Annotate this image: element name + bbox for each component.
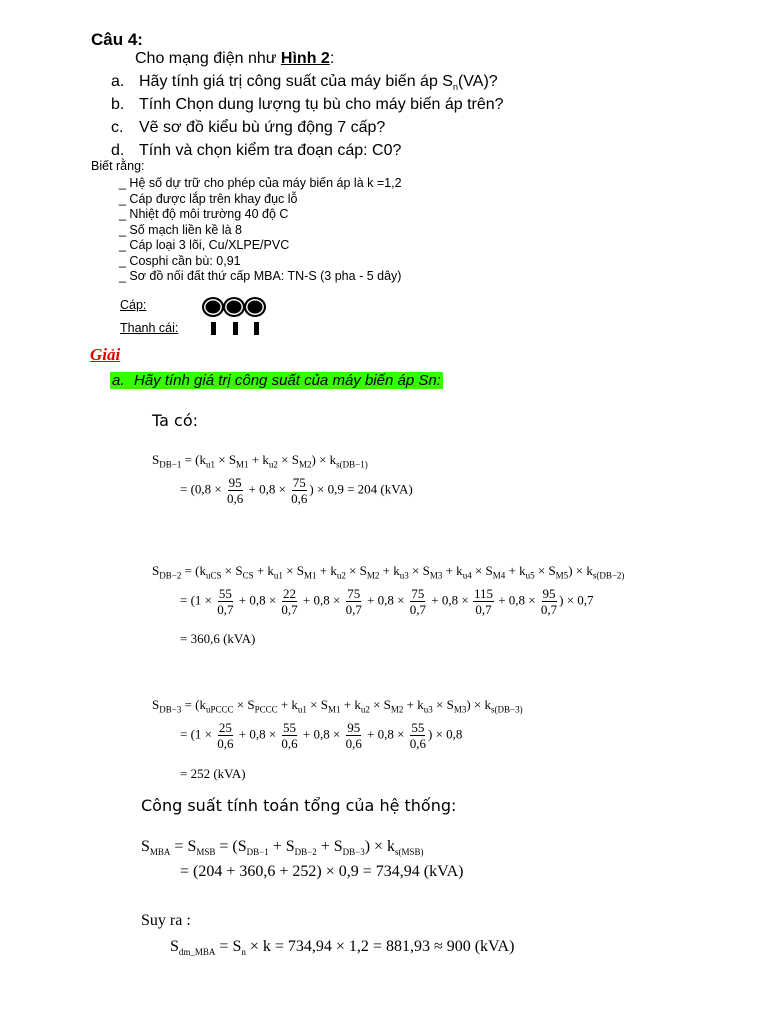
busbar-icon <box>211 322 216 335</box>
given-item: _ Cáp loại 3 lõi, Cu/XLPE/PVC <box>119 238 290 252</box>
solution-part-a-heading: a. Hãy tính giá trị công suất của máy biến áp Sn: <box>112 372 441 389</box>
equation-db2-line2: = (1 × $\frac{55}{0,7}$ + 0,8 × $\frac{22}{0,7}$ + 0,8 × $\frac{75}{0,7}$ + 0,8 × $\frac{75}{0,7}$ + 0,8 × $\frac{115}{0,7}$ + 0,8 × $\frac{95}{0,7}$ ) × 0,7 <box>180 586 594 617</box>
question-item-d: d. Tính và chọn kiểm tra đoạn cáp: C0? <box>111 142 402 159</box>
cable-core-icon <box>223 297 245 317</box>
cable-label: Cáp: <box>120 298 147 312</box>
equation-db3-line2: = (1 × $\frac{25}{0,6}$ + 0,8 × $\frac{55}{0,6}$ + 0,8 × $\frac{95}{0,6}$ + 0,8 × $\frac{55}{0,6}$ ) × 0,8 <box>180 720 463 751</box>
equation-db2-result: = 360,6 (kVA) <box>180 631 256 646</box>
total-heading: Công suất tính toán tổng của hệ thống: <box>141 796 457 815</box>
given-item: _ Sơ đồ nối đất thứ cấp MBA: TN-S (3 pha - 5 dây) <box>119 269 402 283</box>
suy-ra-label: Suy ra : <box>141 912 191 929</box>
given-item: _ Cosphi cần bù: 0,91 <box>119 254 241 268</box>
equation-mba-line1: $S_{MBA} = S_{MSB} = (S_{DB-1} + S_{DB-2} + S_{DB-3}) \times k_{s(MSB)}$ <box>141 838 424 858</box>
cable-core-icon <box>244 297 266 317</box>
equation-db1-line2: = (0,8 × $\frac{95}{0,6}$ + 0,8 × $\frac{75}{0,6}$ ) × 0,9 = 204 (kVA) <box>180 475 413 506</box>
solution-title: Giải <box>90 345 121 364</box>
given-item: _ Nhiệt độ môi trường 40 độ C <box>119 207 289 221</box>
given-item: _ Số mạch liền kề là 8 <box>119 223 242 237</box>
question-item-b: b. Tính Chọn dung lượng tụ bù cho máy biến áp trên? <box>111 96 504 113</box>
equation-final: $S_{dm\_MBA} = S_n \times k = 734,94 \times 1,2 = 881,93 \approx 900$ (kVA) <box>170 938 515 958</box>
given-title: Biết rằng: <box>91 159 145 173</box>
busbar-icon <box>233 322 238 335</box>
equation-db3-result: = 252 (kVA) <box>180 766 246 781</box>
cable-core-icon <box>202 297 224 317</box>
question-title: Câu 4: <box>91 30 143 49</box>
question-item-c: c. Vẽ sơ đồ kiểu bù ứng động 7 cấp? <box>111 119 386 136</box>
figure-reference: Hình 2 <box>280 50 330 67</box>
busbar-icon <box>254 322 259 335</box>
question-item-a: a. Hãy tính giá trị công suất của máy biến áp $S_n(VA)$? <box>111 73 498 93</box>
equation-db2-line1: $S_{DB-2} = (k_{uCS} \times S_{CS} + k_{u1} \times S_{M1} + k_{u2} \times S_{M2} + k_{u3} \times S_{M3} + k_{u4} \times S_{M4} + k_{u5} \times S_{M5}) \times k_{s(DB-2)}$ <box>152 563 625 581</box>
equation-db1-line1: $S_{DB-1} = (k_{u1} \times S_{M1} + k_{u2} \times S_{M2}) \times k_{s(DB-1)}$ <box>152 452 368 470</box>
ta-co-label: Ta có: <box>152 411 198 430</box>
busbar-label: Thanh cái: <box>120 321 179 335</box>
equation-mba-line2: = (204 + 360,6 + 252) × 0,9 = 734,94 (kVA) <box>180 863 464 880</box>
equation-db3-line1: $S_{DB-3} = (k_{uPCCC} \times S_{PCCC} + k_{u1} \times S_{M1} + k_{u2} \times S_{M2} + k_{u3} \times S_{M3}) \times k_{s(DB-3)}$ <box>152 697 523 715</box>
question-intro: Cho mạng điện như Hình 2: <box>135 50 335 67</box>
given-item: _ Cáp được lắp trên khay đục lỗ <box>119 192 298 206</box>
given-item: _ Hệ số dự trữ cho phép của máy biến áp là k =1,2 <box>119 176 402 190</box>
